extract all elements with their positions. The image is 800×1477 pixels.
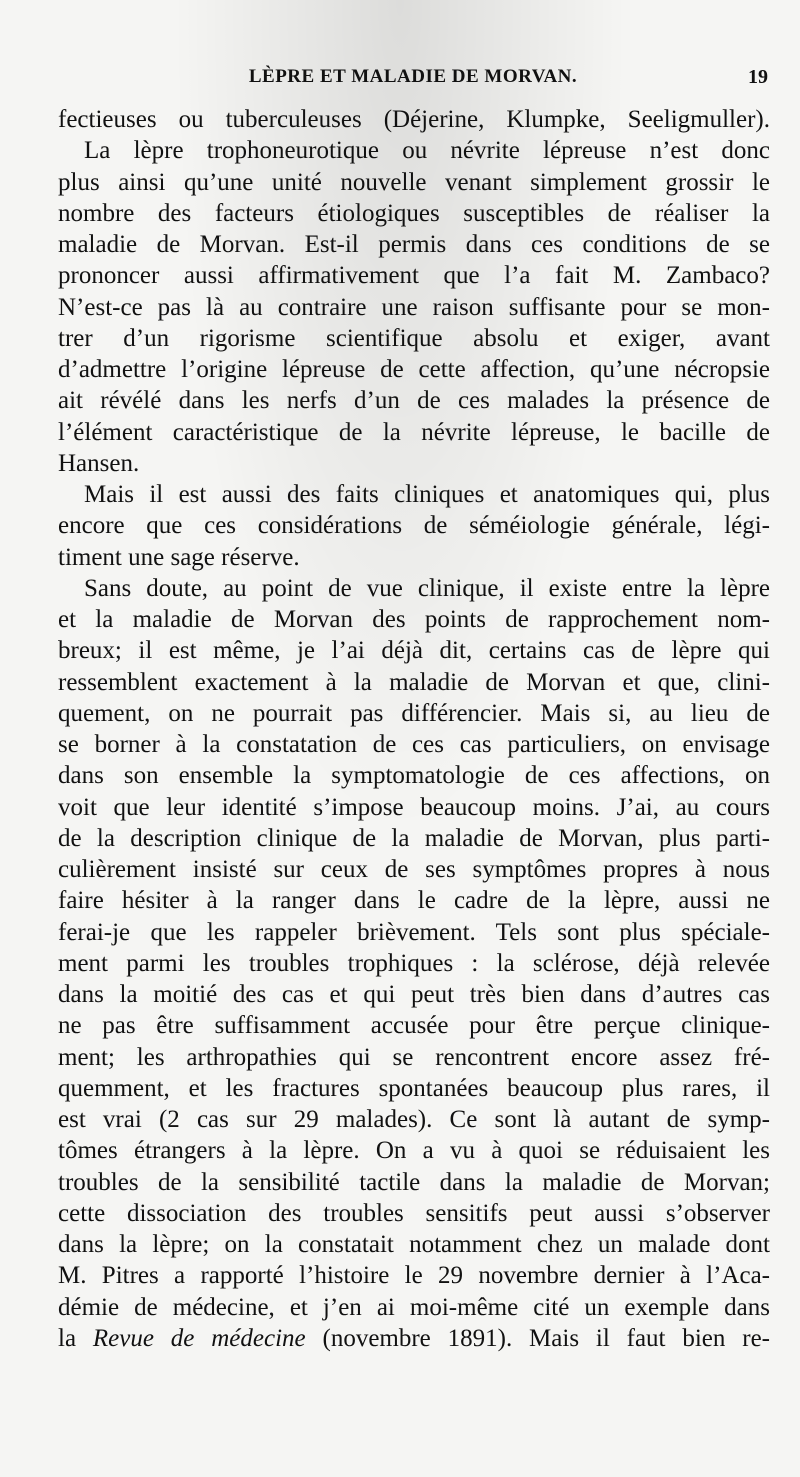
page-header	[58, 66, 768, 94]
text-line: faire hésiter à la ranger dans le cadre de la lèpre, aussi ne	[58, 887, 770, 915]
text-line: breux; il est même, je l’ai déjà dit, certains cas de lèpre qui	[58, 637, 770, 665]
text-line: est vrai (2 cas sur 29 malades). Ce sont là autant de symp-	[58, 1106, 770, 1133]
text-line: Sans doute, au point de vue clinique, il existe entre la lèpre	[84, 574, 770, 602]
body-text	[58, 104, 770, 1354]
text-line: ressemblent exactement à la maladie de Morvan et que, clini-	[58, 668, 770, 696]
text-line: ne pas être suffisamment accusée pour être perçue clinique-	[58, 1012, 770, 1040]
text-line: voit que leur identité s’impose beaucoup moins. J’ai, au cours	[58, 793, 770, 821]
text-line: ment parmi les troubles trophiques : la sclérose, déjà relevée	[58, 949, 770, 977]
text-line: dans son ensemble la symptomatologie de ces affections, on	[58, 762, 770, 790]
text-line: d’admettre l’origine lépreuse de cette affection, qu’une nécropsie	[58, 356, 770, 383]
text-line: troubles de la sensibilité tactile dans la maladie de Morvan;	[58, 1168, 770, 1196]
text-line: quemment, et les fractures spontanées beaucoup plus rares, il	[58, 1074, 770, 1102]
text-line: démie de médecine, et j’en ai moi-même cité un exemple dans	[58, 1293, 770, 1321]
text-line: M. Pitres a rapporté l’histoire le 29 novembre dernier à l’Aca-	[58, 1262, 770, 1290]
text-line: se borner à la constatation de ces cas particuliers, on envisage	[58, 731, 770, 758]
text-line: ferai-je que les rappeler brièvement. Tels sont plus spéciale-	[58, 918, 770, 946]
page-number: 19	[748, 66, 768, 88]
text-line: cette dissociation des troubles sensitifs peut aussi s’observer	[58, 1199, 770, 1227]
text-line: encore que ces considérations de séméiologie générale, légi-	[58, 512, 770, 540]
text-line: et la maladie de Morvan des points de rapprochement nom-	[58, 606, 770, 633]
text-line: tômes étrangers à la lèpre. On a vu à quoi se réduisaient les	[58, 1137, 770, 1165]
text-line: Hansen.	[58, 449, 140, 477]
text-line: nombre des facteurs étiologiques susceptibles de réaliser la	[58, 199, 770, 227]
text-line: Mais il est aussi des faits cliniques et anatomiques qui, plus	[84, 481, 770, 508]
text-line: ait révélé dans les nerfs d’un de ces malades la présence de	[58, 387, 770, 415]
text-line: timent une sage réserve.	[58, 543, 300, 571]
text-line: quement, on ne pourrait pas différencier. Mais si, au lieu de	[58, 699, 770, 727]
text-run: la	[58, 1324, 93, 1352]
text-line: La lèpre trophoneurotique ou névrite lépreuse n’est donc	[84, 137, 770, 165]
text-line: plus ainsi qu’une unité nouvelle venant simplement grossir le	[58, 168, 770, 196]
text-line: dans la moitié des cas et qui peut très bien dans d’autres cas	[58, 981, 770, 1008]
text-line: prononcer aussi affirmativement que l’a fait M. Zambaco?	[58, 262, 770, 290]
text-line: dans la lèpre; on la constatait notamment chez un malade dont	[58, 1231, 770, 1258]
running-title: LÈPRE ET MALADIE DE MORVAN.	[248, 66, 578, 87]
text-line: l’élément caractéristique de la névrite lépreuse, le bacille de	[58, 418, 770, 446]
text-line: trer d’un rigorisme scientifique absolu et exiger, avant	[58, 324, 770, 352]
text-line: fectieuses ou tuberculeuses (Déjerine, Klumpke, Seeligmuller).	[58, 106, 770, 133]
text-line: N’est-ce pas là au contraire une raison suffisante pour se mon-	[58, 293, 770, 321]
text-line: maladie de Morvan. Est-il permis dans ces conditions de se	[58, 231, 770, 258]
journal-title-italic: Revue de médecine	[92, 1324, 306, 1352]
text-run: (novembre 1891). Mais il faut bien re-	[305, 1324, 770, 1352]
text-line: culièrement insisté sur ceux de ses symptômes propres à nous	[58, 856, 770, 883]
text-line	[58, 1323, 770, 1354]
text-line: ment; les arthropathies qui se rencontrent encore assez fré-	[58, 1043, 770, 1071]
text-line: de la description clinique de la maladie de Morvan, plus parti-	[58, 824, 770, 852]
